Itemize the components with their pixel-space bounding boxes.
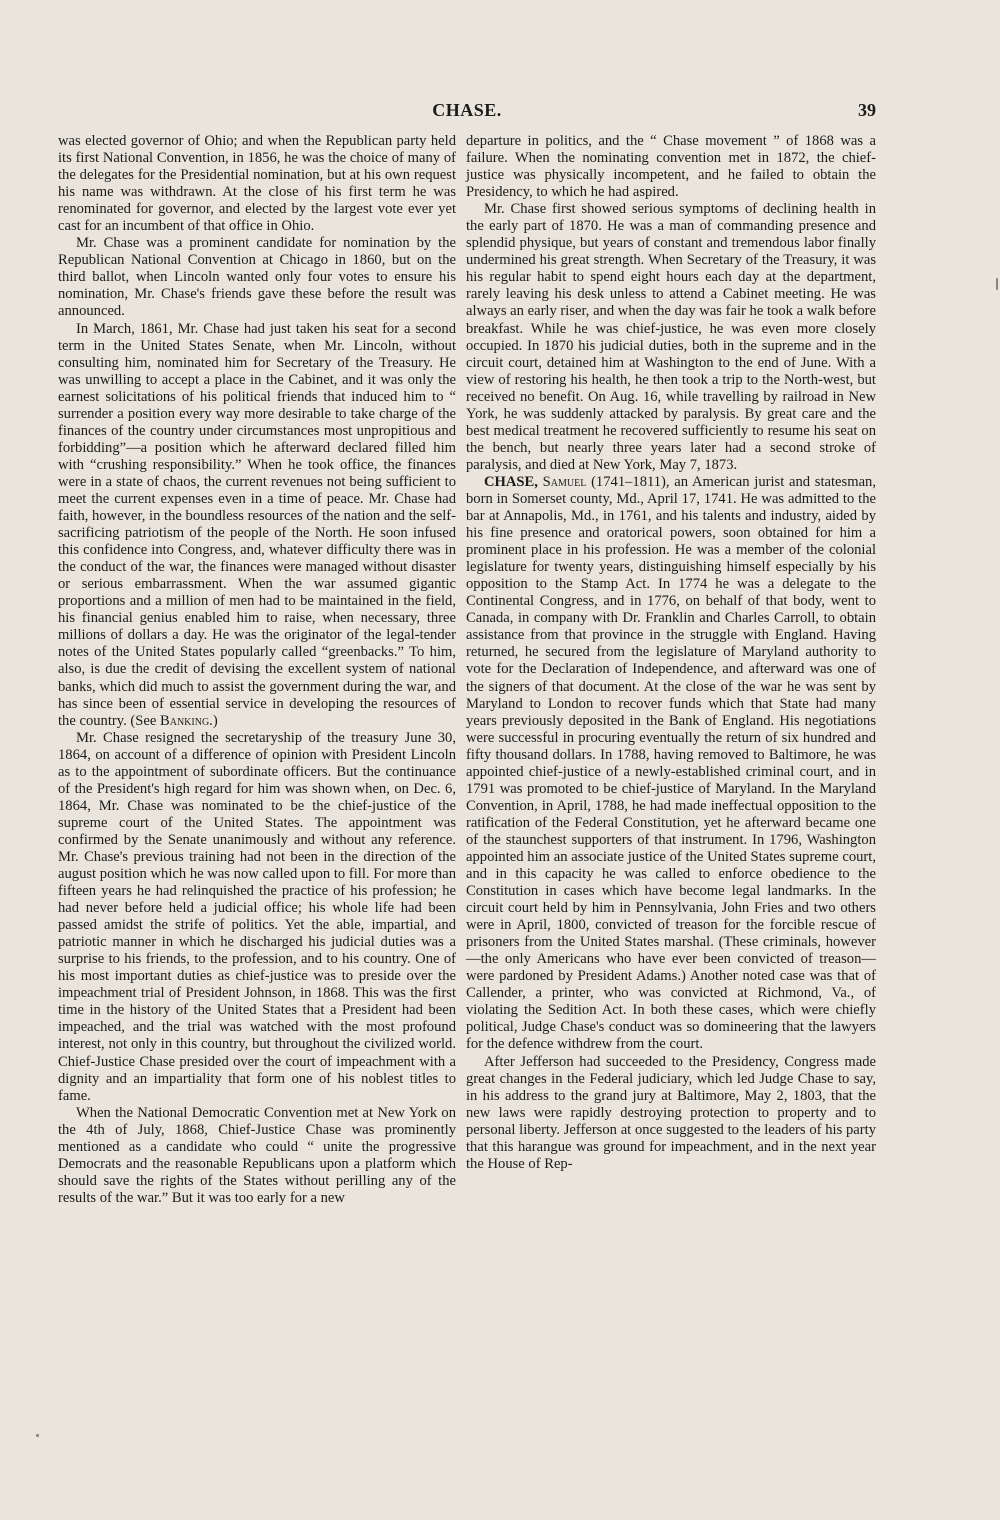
- right-column: [466, 133, 876, 1173]
- paragraph-text: (1741–1811), an American jurist and statesman, born in Somerset county, Md., April 17, 1741. He was admitted to the bar at Annapolis, Md., in 1761, and his talents and industry, aided by his fine presence and oratorical powers, soon obtained for him a prominent place in his profession. He was a member of the colonial legislature for twenty years, distinguishing himself especially by his opposition to the Stamp Act. In 1774 he was a delegate to the Continental Congress, and in 1776, on behalf of that body, went to Canada, in company with Dr. Franklin and Charles Carroll, to obtain assistance from that province in the struggle with England. Having returned, he secured from the legislature of Maryland authority to vote for the Declaration of Independence, and afterward was one of the signers of that document. At the close of the war he was sent by Maryland to London to recover funds which that State had many years previously deposited in the Bank of England. His negotiations were successful in procuring eventually the return of six hundred and fifty thousand dollars. In 1788, having removed to Baltimore, he was appointed chief-justice of a newly-established criminal court, and in 1791 was promoted to be chief-justice of Maryland. In the Maryland Convention, in April, 1788, he had made ineffectual opposition to the ratification of the Federal Constitution, yet he afterward became one of the staunchest supporters of that instrument. In 1796, Washington appointed him an associate justice of the United States supreme court, and in this capacity he was called to enforce obedience to the Constitution in cases which have become legal landmarks. In the circuit court held by him in Pennsylvania, John Fries and two others were in April, 1800, convicted of treason for the forcible rescue of prisoners from the United States marshal. (These criminals, however—the only Americans who have ever been convicted of treason—were pardoned by President Adams.) Another noted case was that of Callender, a printer, who was convicted at Richmond, Va., of violating the Sedition Act. In both these cases, which were chiefly political, Judge Chase's conduct was so domineering that the lawyers for the defence withdrew from the court.: [466, 473, 876, 1053]
- entry-paragraph: [466, 474, 876, 1054]
- page-header: [58, 100, 876, 126]
- paragraph: Mr. Chase resigned the secretaryship of the treasury June 30, 1864, on account of a difference of opinion with President Lincoln as to the appointment of subordinate officers. But the continuance of the President's high regard for him was shown when, on Dec. 6, 1864, Mr. Chase was nominated to be the chief-justice of the supreme court of the United States. The appointment was confirmed by the Senate unanimously and without any reference. Mr. Chase's previous training had not been in the direction of the august position which he was now called upon to fill. For more than fifteen years he had relinquished the practice of his profession; he had never before held a judicial office; his whole life had been passed amidst the strife of politics. Yet the able, impartial, and patriotic manner in which he discharged his judicial duties was a surprise to his friends, to the profession, and to his country. One of his most important duties as chief-justice was to preside over the impeachment trial of President Johnson, in 1868. This was the first time in the history of the United States that a President had been impeached, and the trial was watched with the most profound interest, not only in this country, but throughout the civilized world. Chief-Justice Chase presided over the court of impeachment with a dignity and an impartiality that form one of his noblest titles to fame.: [58, 729, 456, 1104]
- paragraph: Mr. Chase first showed serious symptoms of declining health in the early part of 1870. He was a man of commanding presence and splendid physique, but years of constant and tremendous labor finally undermined his great strength. When Secretary of the Treasury, it was his regular habit to spend eight hours each day at the department, rarely leaving his desk unless to attend a Cabinet meeting. He was always an early riser, and when the day was fair he took a walk before breakfast. While he was chief-justice, he was even more closely occupied. In 1870 his judicial duties, both in the supreme and in the circuit court, detained him at Washington to the end of June. With a view of restoring his health, he then took a trip to the North-west, but received no benefit. On Aug. 16, while travelling by railroad in New York, he was suddenly attacked by paralysis. By great care and the best medical treatment he recovered sufficiently to resume his seat on the bench, but nearly three years later had a second stroke of paralysis, and died at New York, May 7, 1873.: [466, 201, 876, 473]
- paragraph-text: In March, 1861, Mr. Chase had just taken his seat for a second term in the United States Senate, when Mr. Lincoln, without consulting him, nominated him for Secretary of the Treasury. He was unwilling to accept a place in the Cabinet, and it was only the earnest solicitations of his political friends that induced him to “ surrender a position every way more desirable to take charge of the finances of the country under circumstances most unpropitious and forbidding”—a position which he afterward declared filled him with “crushing responsibility.” When he took office, the finances were in a state of chaos, the current revenues not being sufficient to meet the current expenses even in a time of peace. Mr. Chase had faith, however, in the boundless resources of the nation and the self-sacrificing patriotism of the people of the North. He soon infused this confidence into Congress, and, whatever difficulty there was in the conduct of the war, the finances were managed without disaster or serious embarrassment. When the war assumed gigantic proportions and a million of men had to be maintained in the field, his financial genius enabled him to raise, when necessary, three millions of dollars a day. He was the originator of the legal-tender notes of the United States popularly called “greenbacks.” To him, also, is due the credit of devising the excellent system of national banks, which did much to assist the government during the war, and has since been of essential service in developing the resources of the country. (See: [58, 320, 456, 729]
- running-title: CHASE.: [432, 100, 502, 120]
- paragraph: When the National Democratic Convention met at New York on the 4th of July, 1868, Chief-Justice Chase was prominently mentioned as a candidate who could “ unite the progressive Democrats and the reasonable Republicans upon a platform which should save the rights of the States without perilling any of the results of the war.” But it was too early for a new: [58, 1104, 456, 1206]
- entry-first-name: Samuel: [542, 473, 587, 490]
- paragraph: was elected governor of Ohio; and when the Republican party held its first National Convention, in 1856, he was the choice of many of the delegates for the Presidential nomination, but at his own request his name was withdrawn. At the close of his first term he was renominated for governor, and elected by the largest vote ever yet cast for an incumbent of that office in Ohio.: [58, 133, 456, 235]
- entry-heading: CHASE,: [484, 473, 538, 490]
- cross-reference: Banking.: [160, 712, 213, 729]
- left-column: [58, 133, 456, 1207]
- paragraph-text-end: ): [212, 712, 218, 729]
- paragraph: Mr. Chase was a prominent candidate for nomination by the Republican National Convention at Chicago in 1860, but on the third ballot, when Lincoln wanted only four votes to ensure his nomination, Mr. Chase's friends gave these before the result was announced.: [58, 235, 456, 320]
- paragraph: [58, 321, 456, 730]
- paragraph: After Jefferson had succeeded to the Presidency, Congress made great changes in the Federal judiciary, which led Judge Chase to say, in his address to the grand jury at Baltimore, May 2, 1803, that the new laws were rapidly destroying protection to property and to personal liberty. Jefferson at once suggested to the leaders of his party that this harangue was ground for impeachment, and in the next year the House of Rep-: [466, 1053, 876, 1172]
- scan-artifact: [996, 278, 998, 290]
- scan-artifact: [36, 1434, 39, 1437]
- paragraph: departure in politics, and the “ Chase movement ” of 1868 was a failure. When the nominating convention met in 1872, the chief-justice was physically incompetent, and he failed to obtain the Presidency, to which he had aspired.: [466, 133, 876, 201]
- page-number: 39: [858, 100, 876, 120]
